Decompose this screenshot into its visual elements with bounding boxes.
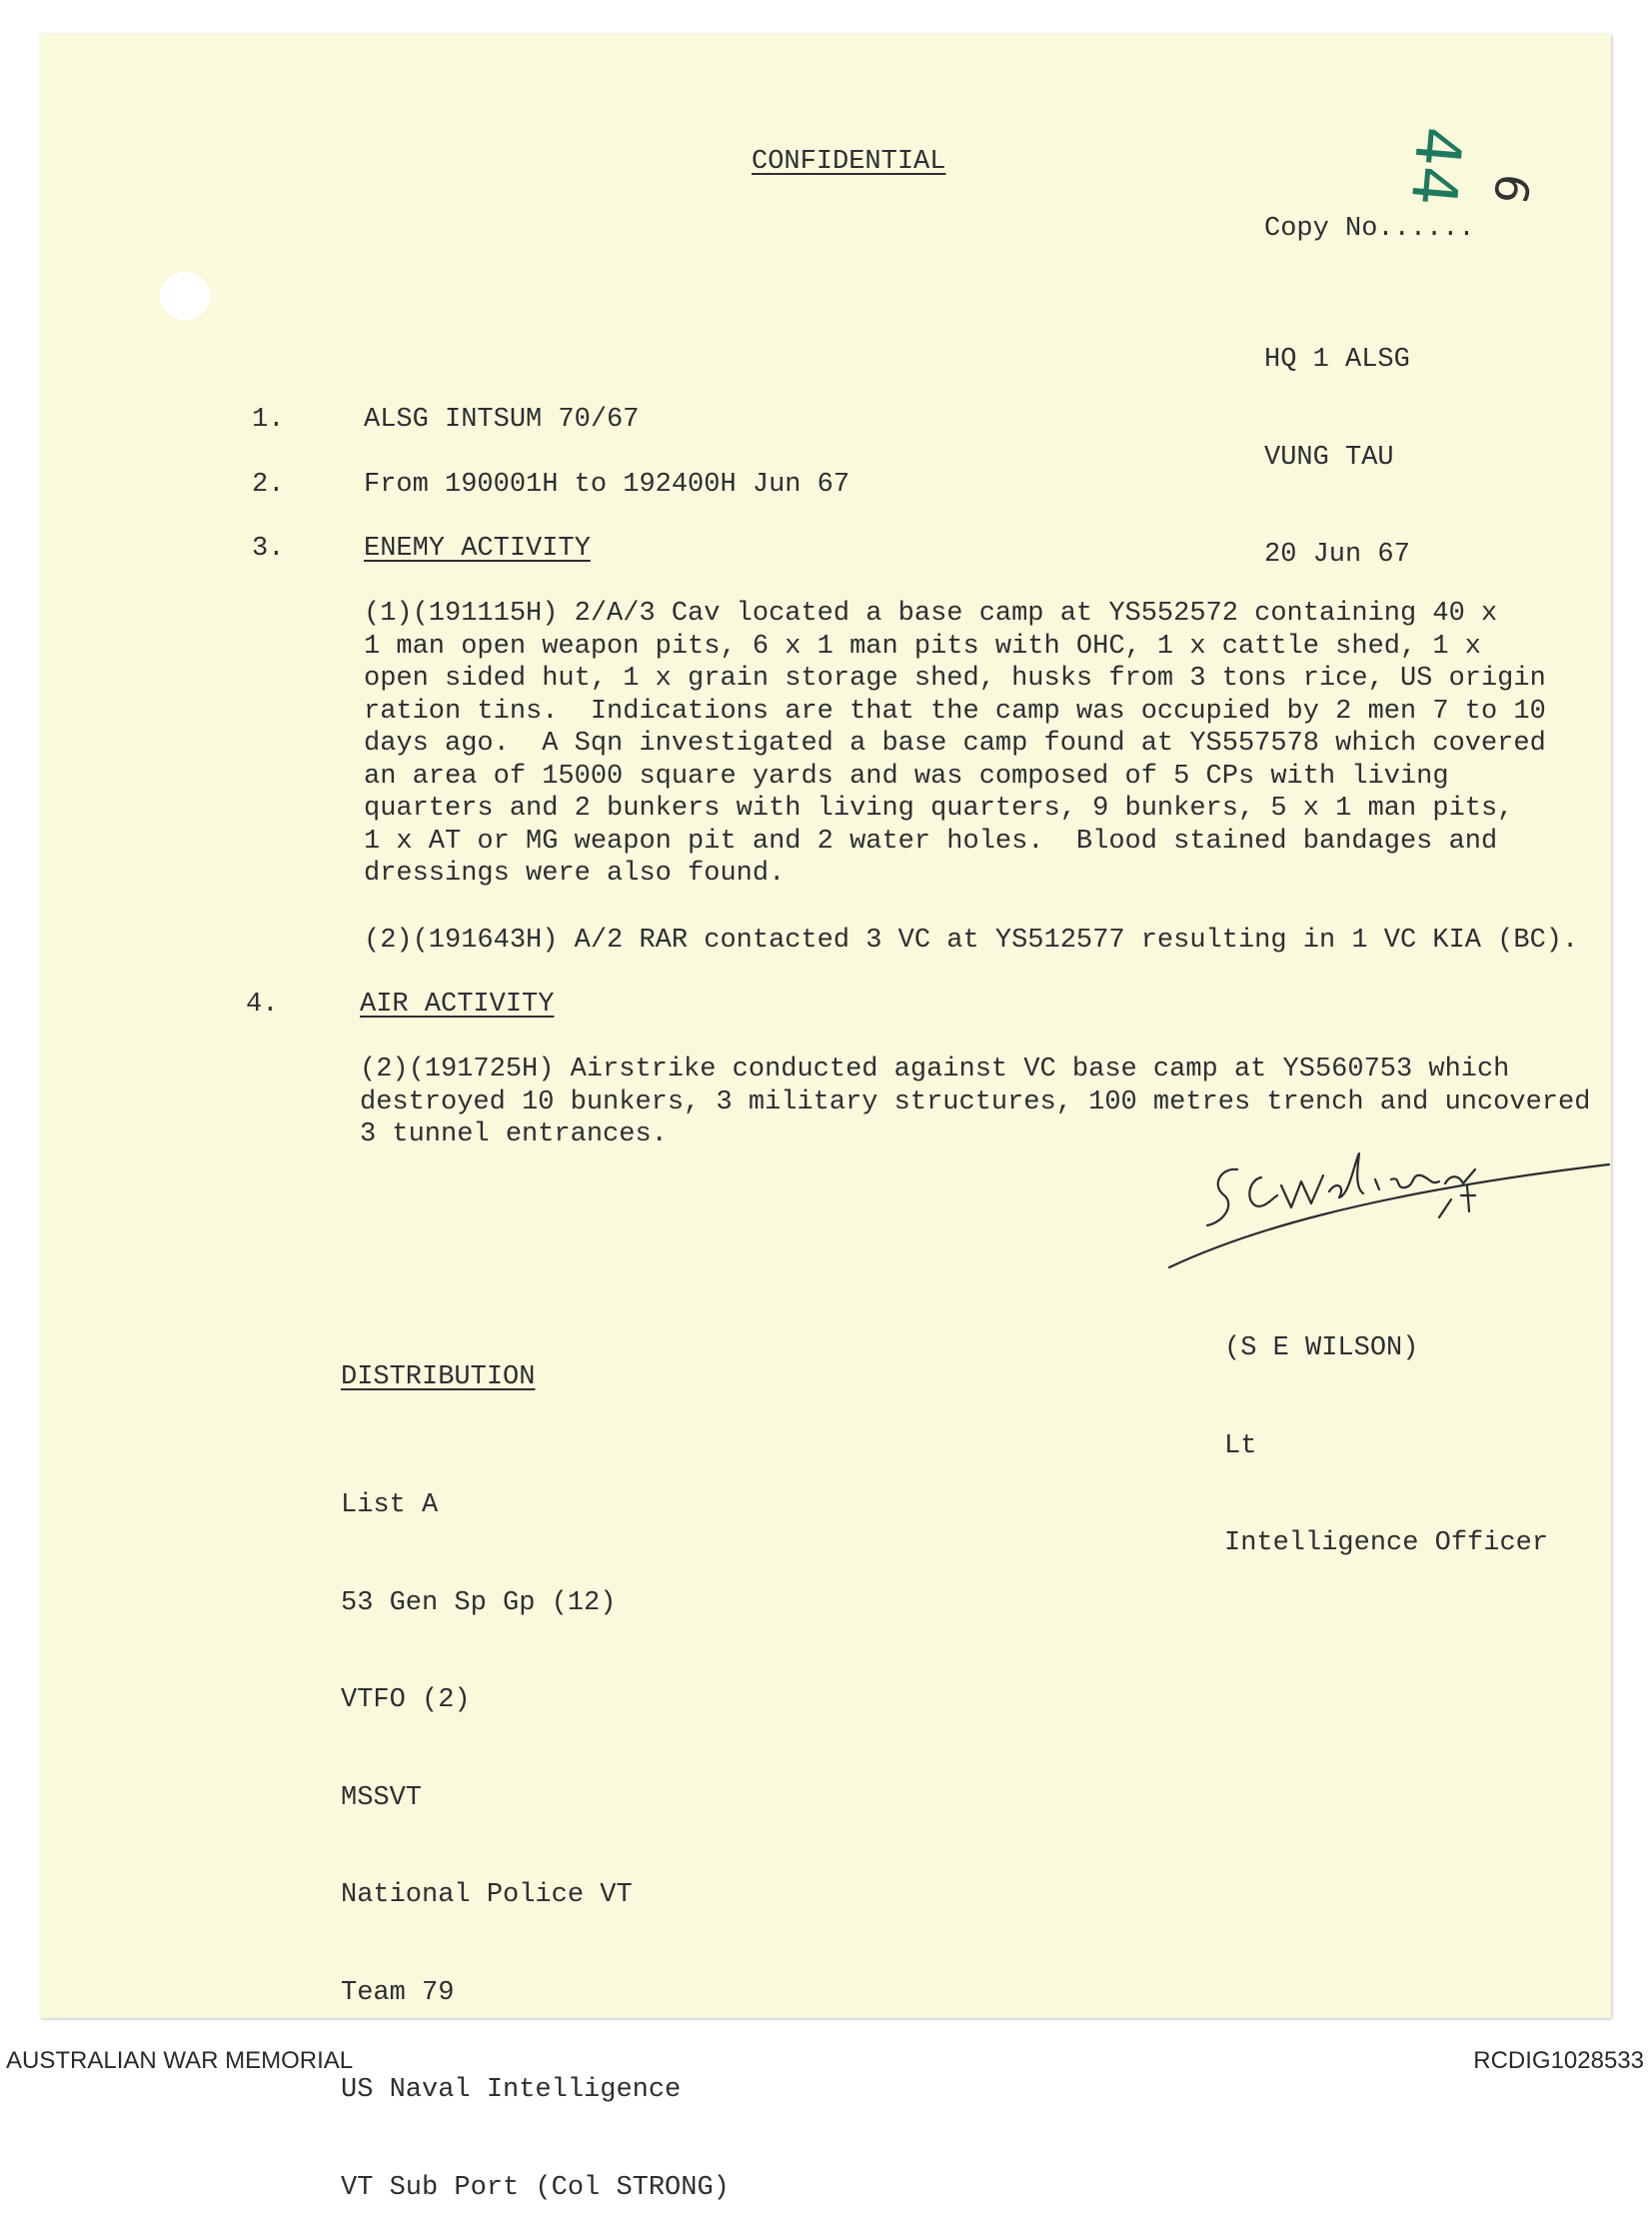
text-line: destroyed 10 bunkers, 3 military structures, 100 metres trench and uncovered bbox=[360, 1087, 1591, 1118]
handwritten-signature bbox=[1159, 1139, 1619, 1279]
text-line: open sided hut, 1 x grain storage shed, husks from 3 tons rice, US origin bbox=[364, 664, 1546, 694]
text-line: 3 tunnel entrances. bbox=[360, 1119, 668, 1149]
signature-letter-stroke bbox=[1281, 1175, 1323, 1207]
signature-letter-stroke bbox=[1249, 1177, 1277, 1206]
signature-letter-stroke bbox=[1439, 1199, 1451, 1217]
footer-record-id: RCDIG1028533 bbox=[1473, 2047, 1644, 2074]
signature-letter-stroke bbox=[1445, 1169, 1475, 1183]
text-line: ration tins. Indications are that the camp was occupied by 2 men 7 to 10 bbox=[364, 696, 1546, 727]
punch-hole bbox=[160, 272, 210, 320]
item-number: 1. bbox=[252, 405, 285, 435]
distribution-item: 53 Gen Sp Gp (12) bbox=[341, 1587, 617, 1618]
item-number: 3. bbox=[252, 534, 285, 564]
address-line: 20 Jun 67 bbox=[1264, 540, 1410, 570]
item-number: 4. bbox=[246, 990, 279, 1020]
text-line: (2)(191725H) Airstrike conducted against VC base camp at YS560753 which bbox=[360, 1055, 1510, 1085]
signature-letter-stroke bbox=[1461, 1185, 1475, 1211]
distribution-item: MSSVT bbox=[341, 1782, 423, 1813]
classification-heading: CONFIDENTIAL bbox=[752, 147, 946, 177]
text-line: an area of 15000 square yards and was composed of 5 CPs with living bbox=[364, 761, 1449, 792]
distribution-item: VTFO (2) bbox=[341, 1685, 471, 1715]
item-text: ALSG INTSUM 70/67 bbox=[364, 405, 640, 435]
distribution-item: National Police VT bbox=[341, 1880, 633, 1910]
handwritten-page-number: 6 bbox=[1482, 169, 1541, 209]
signatory-rank: Lt bbox=[1224, 1430, 1257, 1461]
distribution-list bbox=[341, 1424, 730, 2237]
item-text: From 190001H to 192400H Jun 67 bbox=[364, 470, 850, 500]
text-line: days ago. A Sqn investigated a base camp found at YS557578 which covered bbox=[364, 729, 1546, 759]
text-line: dressings were also found. bbox=[364, 859, 786, 889]
distribution-heading: DISTRIBUTION bbox=[341, 1362, 536, 1392]
enemy-activity-paragraph-1 bbox=[364, 598, 1546, 891]
item-number: 2. bbox=[252, 470, 285, 500]
signatory-title: Intelligence Officer bbox=[1224, 1528, 1549, 1558]
copy-number-line: Copy No...... bbox=[1264, 214, 1475, 244]
air-activity-heading: AIR ACTIVITY bbox=[360, 990, 555, 1020]
address-line: VUNG TAU bbox=[1264, 442, 1394, 473]
signature-letter-stroke bbox=[1375, 1179, 1379, 1189]
signature-block bbox=[1224, 1267, 1548, 1592]
text-line: quarters and 2 bunkers with living quarters, 9 bunkers, 5 x 1 man pits, bbox=[364, 794, 1514, 824]
handwritten-copy-number: 44 bbox=[1396, 124, 1477, 209]
enemy-activity-paragraph-2: (2)(191643H) A/2 RAR contacted 3 VC at YS512577 resulting in 1 VC KIA (BC). bbox=[364, 926, 1579, 956]
signature-letter-stroke bbox=[1329, 1153, 1363, 1197]
distribution-item: US Naval Intelligence bbox=[341, 2075, 682, 2105]
signature-letter-stroke bbox=[1391, 1175, 1439, 1187]
signature-letter-stroke bbox=[1207, 1169, 1237, 1225]
distribution-item: Team 79 bbox=[341, 1977, 455, 2008]
address-block bbox=[1264, 279, 1410, 604]
air-activity-paragraph bbox=[360, 1054, 1590, 1151]
address-line: HQ 1 ALSG bbox=[1264, 345, 1410, 375]
text-line: 1 man open weapon pits, 6 x 1 man pits with OHC, 1 x cattle shed, 1 x bbox=[364, 631, 1481, 662]
signatory-name: (S E WILSON) bbox=[1224, 1333, 1419, 1363]
distribution-item: VT Sub Port (Col STRONG) bbox=[341, 2172, 730, 2203]
enemy-activity-heading: ENEMY ACTIVITY bbox=[364, 534, 591, 564]
footer-archive-name: AUSTRALIAN WAR MEMORIAL bbox=[6, 2047, 354, 2074]
text-line: 1 x AT or MG weapon pit and 2 water holes. Blood stained bandages and bbox=[364, 826, 1498, 857]
distribution-item: List A bbox=[341, 1490, 439, 1520]
signature-underline-stroke bbox=[1169, 1164, 1609, 1267]
text-line: (1)(191115H) 2/A/3 Cav located a base camp at YS552572 containing 40 x bbox=[364, 599, 1498, 629]
